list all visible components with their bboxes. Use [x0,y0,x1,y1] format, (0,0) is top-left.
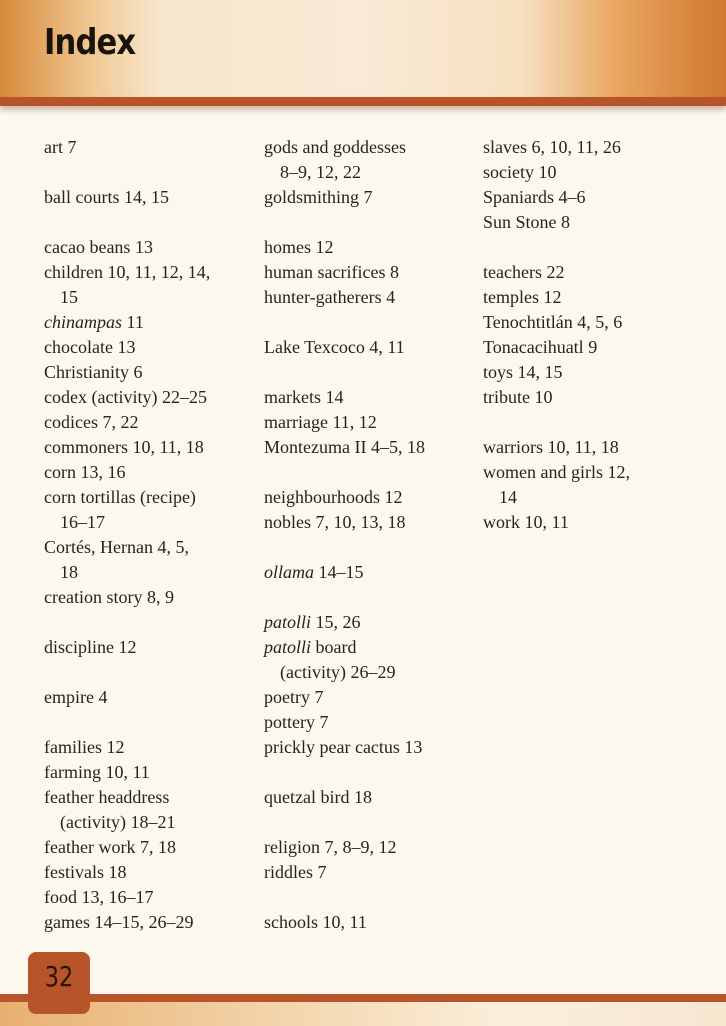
index-entry [44,235,259,260]
index-entry [44,585,259,610]
spacer [44,210,259,235]
index-entry-text: corn 13, 16 [44,462,126,482]
spacer [44,160,259,185]
index-entry [264,335,479,360]
page-number-badge [28,952,90,1014]
index-entry [264,235,479,260]
index-entry [483,435,698,460]
index-entry-continuation [264,660,479,685]
index-entry [44,635,259,660]
index-entry [44,310,259,335]
index-entry-text: Montezuma II 4–5, 18 [264,437,425,457]
index-entry-continuation [44,810,259,835]
index-entry [264,285,479,310]
index-entry-text: tribute 10 [483,387,553,407]
index-entry [264,735,479,760]
index-entry-text: games 14–15, 26–29 [44,912,194,932]
index-entry [44,410,259,435]
index-entry [44,385,259,410]
index-entry-text: Cortés, Hernan 4, 5, [44,537,189,557]
index-entry [44,335,259,360]
index-entry-text: women and girls 12, [483,462,630,482]
index-entry [483,185,698,210]
index-entry-text: cacao beans 13 [44,237,153,257]
index-entry-text: feather headdress [44,787,170,807]
index-entry-text: codices 7, 22 [44,412,139,432]
index-entry-text: festivals 18 [44,862,127,882]
header-divider [0,97,726,106]
index-entry [44,360,259,385]
spacer [264,535,479,560]
index-entry-text: commoners 10, 11, 18 [44,437,204,457]
index-entry-text: creation story 8, 9 [44,587,174,607]
index-entry-text: children 10, 11, 12, 14, [44,262,211,282]
index-entry-text: gods and goddesses [264,137,406,157]
index-entry-text: teachers 22 [483,262,565,282]
index-entry [264,860,479,885]
index-entry-text: families 12 [44,737,125,757]
index-entry-text: discipline 12 [44,637,137,657]
index-entry-text: homes 12 [264,237,334,257]
index-entry-text: feather work 7, 18 [44,837,176,857]
index-entry-text: food 13, 16–17 [44,887,154,907]
index-entry [483,335,698,360]
index-entry-text: Sun Stone 8 [483,212,571,232]
spacer [264,360,479,385]
index-term-italic: ollama [264,562,315,582]
index-entry [44,685,259,710]
footer-divider [0,994,726,1002]
index-entry-text: codex (activity) 22–25 [44,387,207,407]
spacer [483,235,698,260]
index-entry [44,260,259,285]
index-entry-text: marriage 11, 12 [264,412,377,432]
spacer [264,310,479,335]
index-entry-text: goldsmithing 7 [264,187,373,207]
index-entry-text: toys 14, 15 [483,362,563,382]
index-entry-text: markets 14 [264,387,344,407]
spacer [264,585,479,610]
index-entry-text: (activity) 18–21 [60,812,176,832]
index-entry-text: 15 [60,287,78,307]
index-entry [264,685,479,710]
index-entry-text: 8–9, 12, 22 [280,162,361,182]
spacer [264,460,479,485]
index-entry-text: 14 [499,487,517,507]
index-entry [264,910,479,935]
index-entry-text: religion 7, 8–9, 12 [264,837,397,857]
index-entry-text: 18 [60,562,78,582]
index-entry [44,885,259,910]
index-entry [264,710,479,735]
index-entry-text: Tenochtitlán 4, 5, 6 [483,312,623,332]
index-entry [483,260,698,285]
index-entry [264,410,479,435]
index-term-italic: chinampas [44,312,122,332]
index-entry [44,785,259,810]
index-entry-text: Tonacacihuatl 9 [483,337,598,357]
index-entry [483,360,698,385]
index-entry-text: Lake Texcoco 4, 11 [264,337,405,357]
index-entry-text: human sacrifices 8 [264,262,399,282]
spacer [44,710,259,735]
spacer [264,810,479,835]
index-entry [44,760,259,785]
index-entry [264,560,479,585]
index-entry [483,285,698,310]
index-column-1 [44,135,259,935]
index-entry-text: schools 10, 11 [264,912,367,932]
index-entry-text: Spaniards 4–6 [483,187,586,207]
index-entry-text: ball courts 14, 15 [44,187,169,207]
index-entry-text: 16–17 [60,512,105,532]
spacer [264,760,479,785]
index-entry-text: Christianity 6 [44,362,143,382]
index-entry [483,460,698,485]
page-title: Index [44,22,136,63]
footer-band [0,1000,726,1026]
index-entry-text: farming 10, 11 [44,762,150,782]
index-entry-text: art 7 [44,137,77,157]
index-entry-text: poetry 7 [264,687,324,707]
index-term-italic: patolli [264,637,312,657]
index-entry [44,910,259,935]
index-entry-text: chocolate 13 [44,337,136,357]
index-entry [264,485,479,510]
index-entry-text: nobles 7, 10, 13, 18 [264,512,406,532]
index-entry [44,135,259,160]
index-entry [483,310,698,335]
index-entry-continuation [44,510,259,535]
index-entry-text: empire 4 [44,687,108,707]
index-entry [44,835,259,860]
index-entry-continuation [44,285,259,310]
index-term-italic: patolli [264,612,312,632]
index-entry-text: quetzal bird 18 [264,787,372,807]
spacer [44,660,259,685]
index-entry-text: neighbourhoods 12 [264,487,403,507]
spacer [483,410,698,435]
index-entry-text: 15, 26 [311,612,361,632]
index-entry-text: warriors 10, 11, 18 [483,437,619,457]
index-entry-text: (activity) 26–29 [280,662,396,682]
index-entry [44,435,259,460]
index-column-3 [483,135,698,535]
index-entry [264,785,479,810]
index-entry-text: corn tortillas (recipe) [44,487,196,507]
index-entry [44,735,259,760]
index-entry-continuation [44,560,259,585]
spacer [44,610,259,635]
page-number: 32 [44,960,74,993]
index-entry [264,135,479,160]
index-entry-text: riddles 7 [264,862,327,882]
index-entry [44,460,259,485]
index-entry [44,185,259,210]
index-entry-text: 14–15 [314,562,364,582]
index-column-2 [264,135,479,935]
index-entry [264,635,479,660]
index-entry-text: 11 [122,312,144,332]
index-entry [264,610,479,635]
index-entry [483,510,698,535]
index-entry-text: work 10, 11 [483,512,569,532]
index-entry [264,260,479,285]
index-entry [44,535,259,560]
index-entry [483,385,698,410]
index-entry-text: prickly pear cactus 13 [264,737,423,757]
index-entry [44,485,259,510]
spacer [264,885,479,910]
index-entry [264,835,479,860]
index-entry [264,385,479,410]
index-entry-text: hunter-gatherers 4 [264,287,396,307]
index-entry [483,210,698,235]
index-entry [483,160,698,185]
index-entry-text: board [311,637,357,657]
index-entry [264,435,479,460]
index-entry-text: society 10 [483,162,557,182]
index-entry-continuation [264,160,479,185]
index-entry-text: temples 12 [483,287,562,307]
index-entry-text: slaves 6, 10, 11, 26 [483,137,621,157]
index-entry-text: pottery 7 [264,712,329,732]
index-entry [483,135,698,160]
spacer [264,210,479,235]
index-entry [44,860,259,885]
index-entry [264,185,479,210]
index-entry-continuation [483,485,698,510]
index-entry [264,510,479,535]
